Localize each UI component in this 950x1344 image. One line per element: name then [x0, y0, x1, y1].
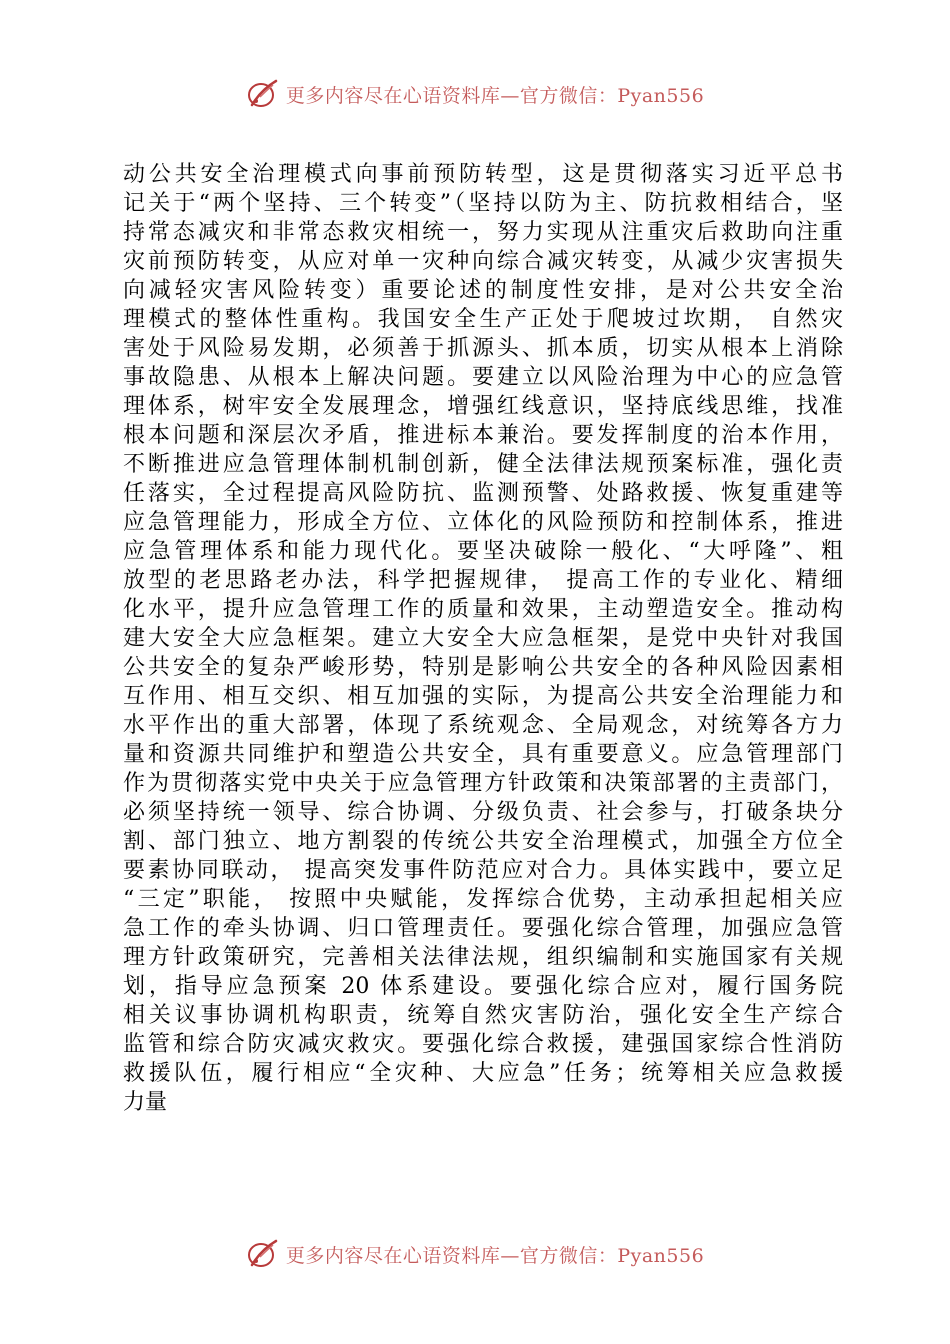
document-body	[123, 160, 843, 1117]
text-line: 应急管理能力，形成全方位、立体化的风险预防和控制体系，推进	[123, 510, 843, 535]
text-line: 作为贯彻落实党中央关于应急管理方针政策和决策部署的主责部门，	[123, 771, 843, 796]
feather-logo-icon	[246, 77, 280, 111]
feather-logo-icon	[246, 1237, 280, 1271]
text-line: 事故隐患、从根本上解决问题。要建立以风险治理为中心的应急管	[123, 365, 843, 390]
text-line: 害处于风险易发期，必须善于抓源头、抓本质，切实从根本上消除	[123, 336, 843, 361]
text-line: 理模式的整体性重构。我国安全生产正处于爬坡过坎期， 自然灾	[123, 307, 843, 332]
text-line: 持常态减灾和非常态救灾相统一，努力实现从注重灾后救助向注重	[123, 220, 843, 245]
text-line: 向减轻灾害风险转变）重要论述的制度性安排，是对公共安全治	[123, 278, 843, 303]
text-line: 救援队伍，履行相应“全灾种、大应急”任务；统筹相关应急救援	[123, 1061, 843, 1086]
text-line: 化水平，提升应急管理工作的质量和效果，主动塑造安全。推动构	[123, 597, 843, 622]
text-line: 水平作出的重大部署，体现了系统观念、全局观念，对统筹各方力	[123, 713, 843, 738]
text-line: 记关于“两个坚持、三个转变”（坚持以防为主、防抗救相结合，坚	[123, 191, 843, 216]
text-line: 监管和综合防灾减灾救灾。要强化综合救援，建强国家综合性消防	[123, 1032, 843, 1057]
text-line: 互作用、相互交织、相互加强的实际，为提高公共安全治理能力和	[123, 684, 843, 709]
text-line: 根本问题和深层次矛盾，推进标本兼治。要发挥制度的治本作用，	[123, 423, 843, 448]
text-line: 建大安全大应急框架。建立大安全大应急框架，是党中央针对我国	[123, 626, 843, 651]
watermark-text: 更多内容尽在心语资料库—官方微信：Pyan556	[285, 84, 705, 107]
text-line: “三定”职能， 按照中央赋能，发挥综合优势，主动承担起相关应	[123, 887, 843, 912]
footer-watermark	[0, 1232, 950, 1276]
text-line: 理方针政策研究，完善相关法律法规，组织编制和实施国家有关规	[123, 945, 843, 970]
text-line: 放型的老思路老办法，科学把握规律， 提高工作的专业化、精细	[123, 568, 843, 593]
text-line: 割、部门独立、地方割裂的传统公共安全治理模式，加强全方位全	[123, 829, 843, 854]
text-line: 应急管理体系和能力现代化。要坚决破除一般化、“大呼隆”、粗	[123, 539, 843, 564]
text-line: 理体系，树牢安全发展理念，增强红线意识，坚持底线思维，找准	[123, 394, 843, 419]
watermark-text: 更多内容尽在心语资料库—官方微信：Pyan556	[285, 1244, 705, 1267]
text-line: 必须坚持统一领导、综合协调、分级负责、社会参与，打破条块分	[123, 800, 843, 825]
header-watermark	[0, 72, 950, 116]
text-line: 不断推进应急管理体制机制创新，健全法律法规预案标准，强化责	[123, 452, 843, 477]
text-line: 划，指导应急预案 20 体系建设。要强化综合应对，履行国务院	[123, 974, 843, 999]
text-line: 要素协同联动， 提高突发事件防范应对合力。具体实践中，要立足	[123, 858, 843, 883]
text-line: 动公共安全治理模式向事前预防转型，这是贯彻落实习近平总书	[123, 162, 843, 187]
text-line: 任落实，全过程提高风险防抗、监测预警、处路救援、恢复重建等	[123, 481, 843, 506]
text-line: 公共安全的复杂严峻形势，特别是影响公共安全的各种风险因素相	[123, 655, 843, 680]
text-line: 力量	[123, 1090, 168, 1115]
text-line: 量和资源共同维护和塑造公共安全，具有重要意义。应急管理部门	[123, 742, 843, 767]
text-line: 急工作的牵头协调、归口管理责任。要强化综合管理，加强应急管	[123, 916, 843, 941]
text-line: 相关议事协调机构职责，统筹自然灾害防治，强化安全生产综合	[123, 1003, 843, 1028]
text-line: 灾前预防转变，从应对单一灾种向综合减灾转变，从减少灾害损失	[123, 249, 843, 274]
